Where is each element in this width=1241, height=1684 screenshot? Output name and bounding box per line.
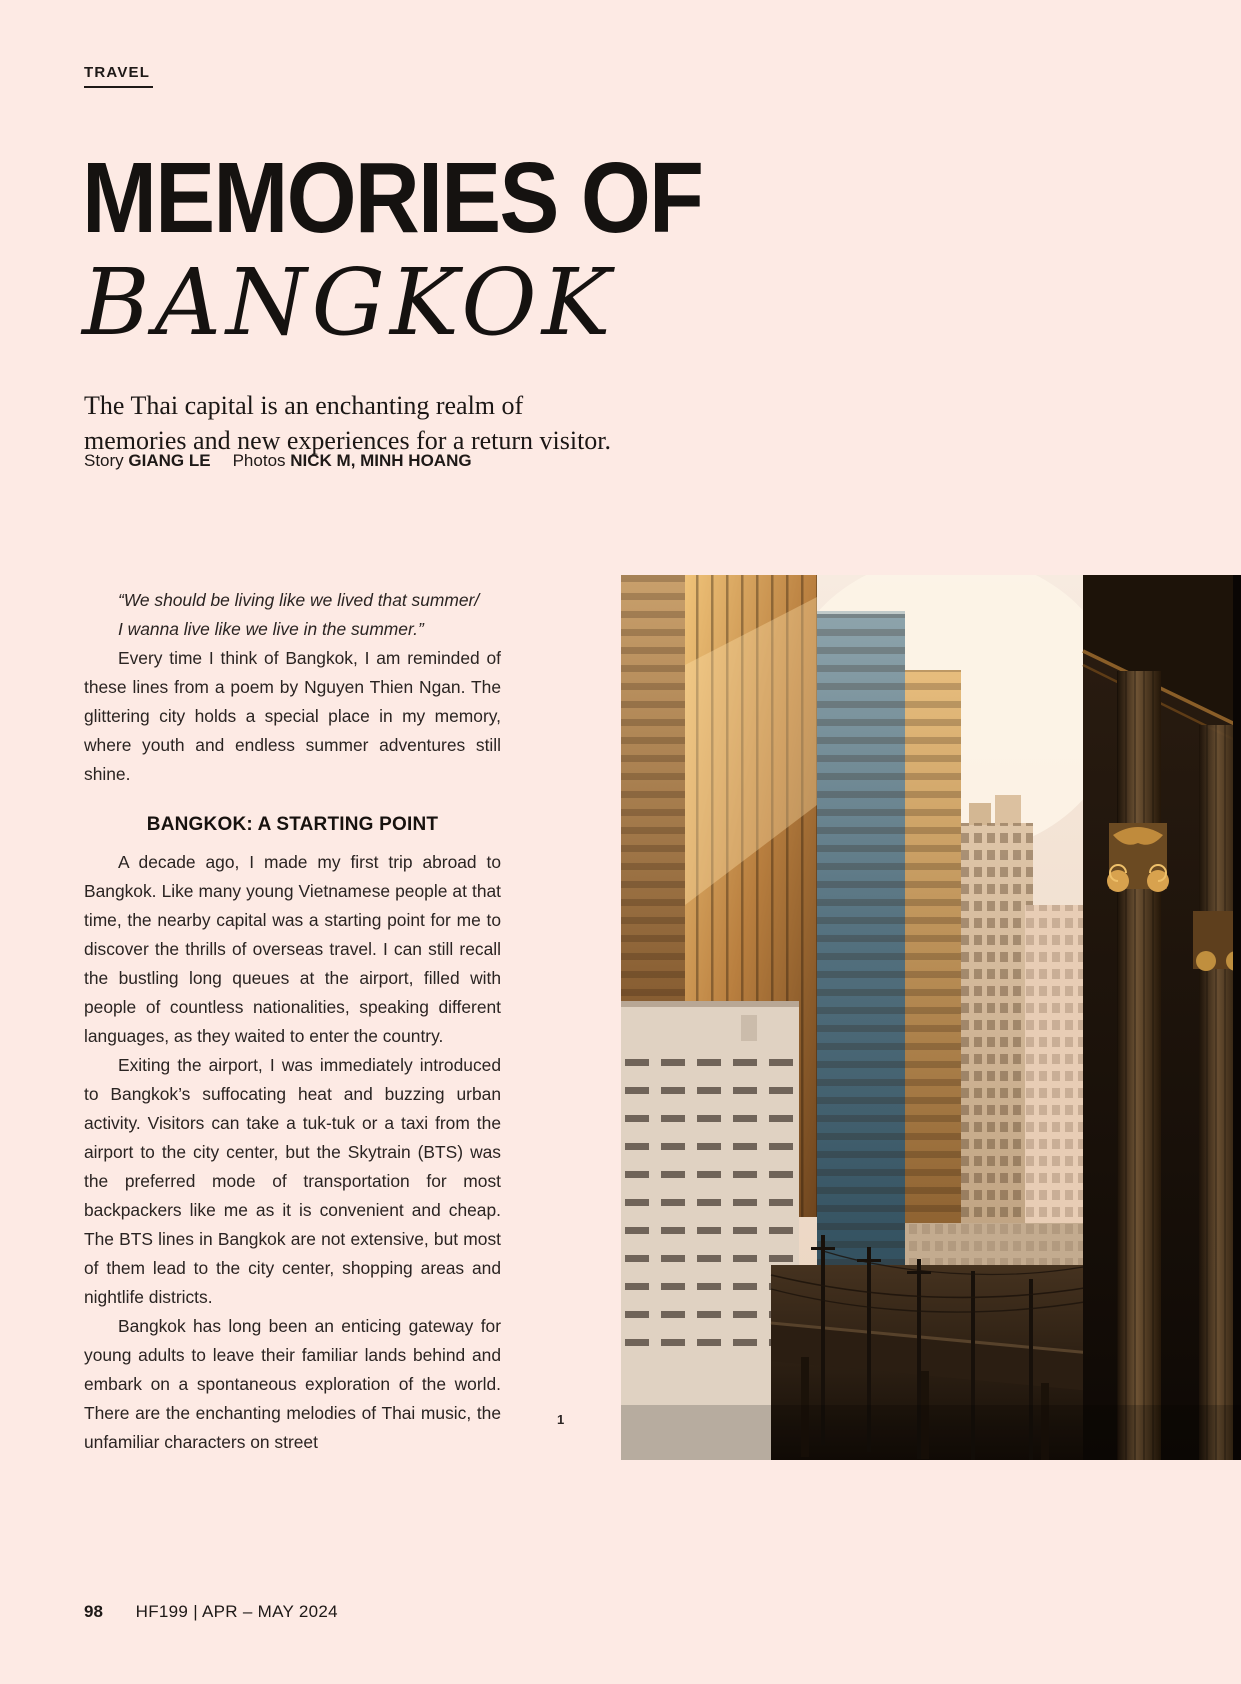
- story-label: Story: [84, 451, 124, 470]
- pull-quote-line-1: “We should be living like we lived that summer/: [118, 590, 480, 610]
- issue-info: HF199 | APR – MAY 2024: [135, 1602, 338, 1621]
- byline: [84, 451, 472, 471]
- body-paragraph-3: Exiting the airport, I was immediately introduced to Bangkok’s suffocating heat and buzzing urban activity. Visitors can take a tuk-tuk or a taxi from the airport to the city center, but the Skytrain (BTS) was the preferred mode of transportation for most backpackers like me as it is convenient and cheap. The BTS lines in Bangkok are not extensive, but most of them lead to the city center, shopping areas and nightlife districts.: [84, 1055, 501, 1307]
- page-title-line-1: MEMORIES OF: [82, 142, 703, 254]
- pull-quote-line-2: I wanna live like we live in the summer.”: [118, 619, 424, 639]
- dek-line-1: The Thai capital is an enchanting realm of: [84, 391, 524, 420]
- photos-label: Photos: [232, 451, 286, 470]
- body-paragraph-1: Every time I think of Bangkok, I am reminded of these lines from a poem by Nguyen Thien Ngan. The glittering city holds a special place in my memory, where youth and endless summer adventures still shine.: [84, 648, 501, 784]
- page-number: 98: [84, 1602, 103, 1621]
- photo-illustration: [621, 575, 1241, 1460]
- kicker-label: TRAVEL: [84, 64, 153, 88]
- section-heading: BANGKOK: A STARTING POINT: [146, 814, 439, 835]
- body-paragraph-4: Bangkok has long been an enticing gateway for young adults to leave their familiar lands behind and embark on a spontaneous exploration of the world. There are the enchanting melodies of Thai music, the unfamiliar characters on street: [84, 1316, 501, 1452]
- body-paragraph-2: A decade ago, I made my first trip abroad to Bangkok. Like many young Vietnamese people at that time, the nearby capital was a starting point for me to discover the thrills of overseas travel. I can still recall the bustling long queues at the airport, filled with people of countless nationalities, speaking different languages, as they waited to enter the country.: [84, 852, 501, 1046]
- dek: [84, 388, 611, 458]
- article-body: [84, 586, 501, 1457]
- photo-credits: NICK M, MINH HOANG: [290, 451, 472, 470]
- story-author: GIANG LE: [128, 451, 211, 470]
- photo-bangkok-street: [621, 575, 1241, 1460]
- page-footer: [84, 1602, 338, 1622]
- dek-line-2: memories and new experiences for a return visitor.: [84, 426, 612, 455]
- pull-quote: [118, 586, 501, 644]
- photo-caption-number: 1: [557, 1412, 565, 1427]
- page-title-line-2: BANGKOK: [82, 249, 616, 356]
